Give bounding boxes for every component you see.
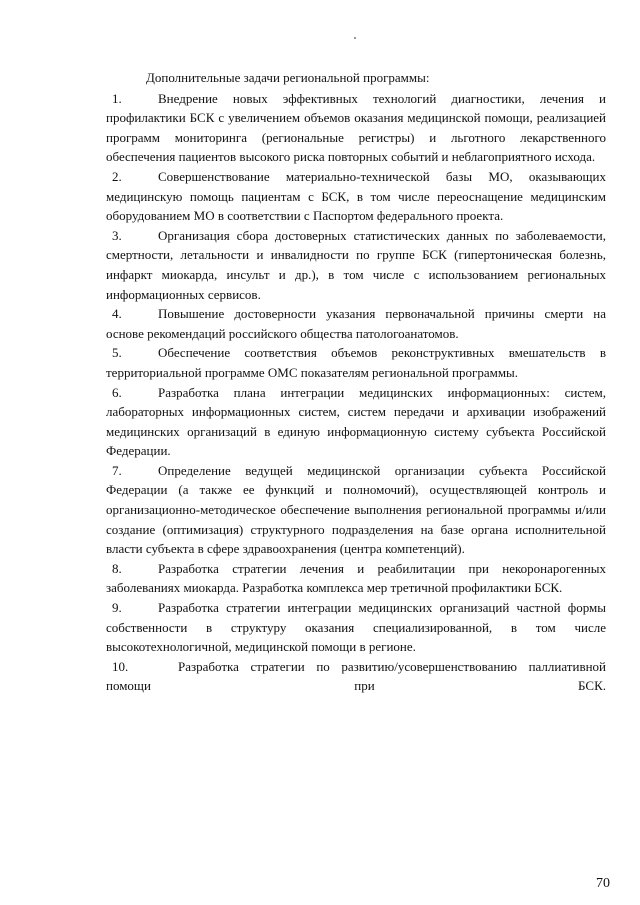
item-text: Разработка стратегии лечения и реабилитации при некоронарогенных заболеваниях миокарда. Разработка комплекса мер третичной профилактики БСК. — [106, 560, 606, 596]
item-number: 7. — [112, 462, 122, 478]
item-number: 9. — [112, 600, 122, 616]
item-number: 8. — [112, 560, 122, 576]
list-item — [106, 559, 606, 598]
item-text: Обеспечение соответствия объемов реконструктивных вмешательств в территориальной программе ОМС показателям региональной программы. — [106, 345, 606, 380]
list-item — [106, 167, 606, 226]
list-item — [106, 89, 606, 167]
item-text: Определение ведущей медицинской организации субъекта Российской Федерации (а также ее функций и полномочий), осуществляющей контроль и организационно-методическое обеспечение выполнения региональной программы и/или создание (оптимизация) структурного подразделения на базе органа исполнительной власти субъекта в сфере здравоохранения (центра компетенций). — [106, 462, 606, 557]
item-text: Разработка стратегии интеграции медицинских организаций частной формы собственности в структуру оказания специализированной, в том числе высокотехнологичной, медицинской помощи в регионе. — [106, 600, 606, 655]
list-item — [106, 657, 606, 696]
list-item — [106, 343, 606, 382]
list-item — [106, 226, 606, 304]
item-text: Разработка плана интеграции медицинских информационных: систем, лабораторных информационных систем, систем передачи и архивации изображений медицинских организаций в единую информационную систему субъекта Российской Федерации. — [106, 384, 606, 459]
item-number: 3. — [112, 227, 122, 243]
list-item — [106, 304, 606, 343]
item-text: Повышение достоверности указания первоначальной причины смерти на основе рекомендаций российского общества патологоанатомов. — [106, 306, 606, 341]
item-text: Разработка стратегии по развитию/усовершенствованию паллиативной помощи при БСК. — [106, 658, 606, 694]
item-number: 4. — [112, 306, 122, 322]
item-number: 5. — [112, 345, 122, 361]
document-heading: Дополнительные задачи региональной программы: — [146, 70, 430, 85]
list-item — [106, 383, 606, 461]
item-number: 10. — [112, 658, 129, 674]
page-number: 70 — [596, 876, 610, 891]
item-text: Совершенствование материально-технической базы МО, оказывающих медицинскую помощь пациентам с БСК, в том числе переоснащение медицинским оборудованием МО в соответствии с Паспортом федерального проекта. — [106, 168, 606, 224]
list-item — [106, 461, 606, 559]
document-body — [106, 68, 606, 696]
item-number: 2. — [112, 168, 122, 184]
item-number: 1. — [112, 90, 122, 106]
item-number: 6. — [112, 384, 122, 400]
item-text: Организация сбора достоверных статистических данных по заболеваемости, смертности, летальности и инвалидности по группе БСК (гипертоническая болезнь, инфаркт миокарда, инсульт и др.), в том числе с использованием региональных информационных сервисов. — [106, 227, 606, 302]
item-text: Внедрение новых эффективных технологий диагностики, лечения и профилактики БСК с увеличением объемов оказания медицинской помощи, реализацией программ мониторинга (региональные регистры) и льготного лекарственного обеспечения пациентов высокого риска повторных событий и неблагоприятного исхода. — [106, 90, 606, 165]
list-item — [106, 598, 606, 657]
scan-dot — [354, 37, 356, 39]
